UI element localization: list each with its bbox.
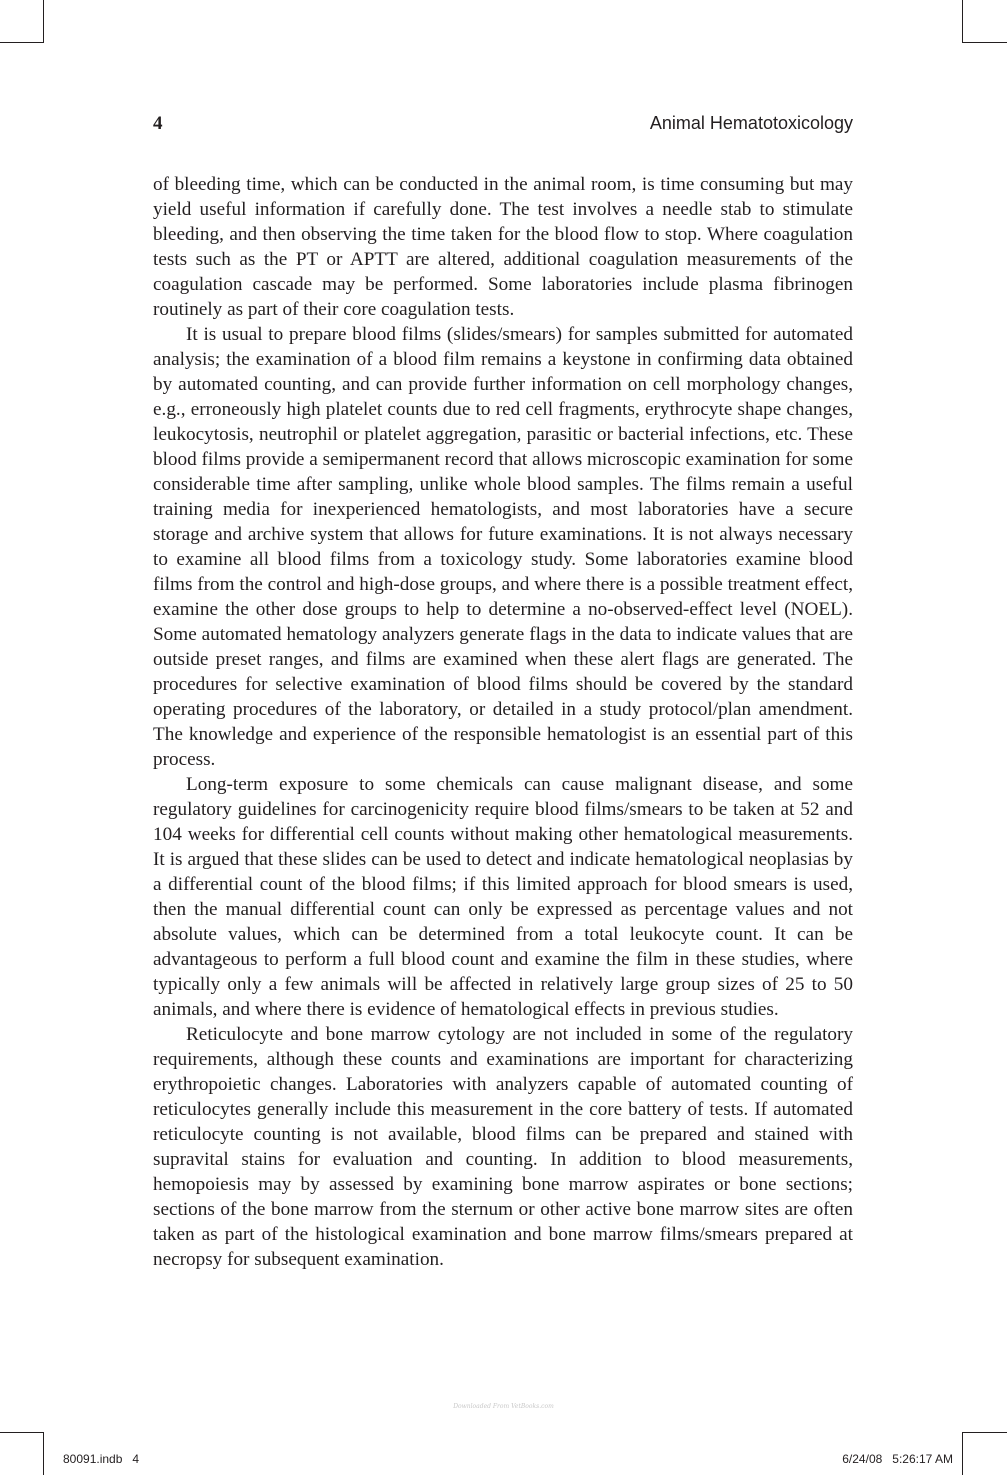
page-number: 4 (153, 113, 163, 134)
paragraph-2: It is usual to prepare blood films (slides/smears) for samples submitted for automated analysis; the examination of a blood film remains a keystone in confirming data obtained by automated counting, and can provide further information on cell morphology changes, e.g., erroneously high platelet counts due to red cell fragments, erythrocyte shape changes, leukocytosis, neutrophil or platelet aggregation, parasitic or bacterial infections, etc. These blood films provide a semipermanent record that allows microscopic examination for some considerable time after sampling, unlike whole blood samples. The films remain a useful training media for inexperienced hematologists, and most laboratories have a secure storage and archive system that allows for future examinations. It is not always necessary to examine all blood films from a toxicology study. Some laboratories examine blood films from the control and high-dose groups, and where there is a possible treatment effect, examine the other dose groups to help to determine a no-observed-effect level (NOEL). Some automated hematology analyzers generate flags in the data to indicate values that are outside preset ranges, and films are examined when these alert flags are generated. The procedures for selective examination of blood films should be covered by the standard operating procedures of the laboratory, or detailed in a study protocol/plan amendment. The knowledge and experience of the responsible hematologist is an essential part of this process. (153, 324, 853, 770)
paragraph-1: of bleeding time, which can be conducted in the animal room, is time consuming but may yield useful information if carefully done. The test involves a needle stab to stimulate bleeding, and then observing the time taken for the blood flow to stop. Where coagulation tests such as the PT or APTT are altered, additional coagulation measurements of the coagulation cascade may be performed. Some laboratories include plasma fibrinogen routinely as part of their core coagulation tests. (153, 174, 853, 320)
crop-mark (0, 1432, 43, 1433)
crop-mark (962, 1432, 963, 1475)
body-text (153, 172, 853, 1272)
paragraph-4: Reticulocyte and bone marrow cytology are not included in some of the regulatory requirements, although these counts and examinations are important for characterizing erythropoietic changes. Laboratories with analyzers capable of automated counting of reticulocytes generally include this measurement in the core battery of tests. If automated reticulocyte counting is not available, blood films can be prepared and stained with supravital stains for evaluation and counting. In addition to blood measurements, hemopoiesis may by assessed by examining bone marrow aspirates or bone sections; sections of the bone marrow from the sternum or other active bone marrow sites are often taken as part of the histological examination and bone marrow films/smears prepared at necropsy for subsequent examination. (153, 1024, 853, 1270)
crop-mark (963, 1432, 1007, 1433)
crop-mark (43, 0, 44, 43)
running-head (153, 113, 853, 139)
file-slug: 80091.indb 4 (63, 1452, 140, 1466)
crop-mark (0, 42, 43, 43)
crop-mark (963, 42, 1007, 43)
paragraph-3: Long-term exposure to some chemicals can cause malignant disease, and some regulatory guidelines for carcinogenicity require blood films/smears to be taken at 52 and 104 weeks for differential cell counts without making other hematological measurements. It is argued that these slides can be used to detect and indicate hematological neoplasias by a differential count of the blood films; if this limited approach for blood smears is used, then the manual differential count can only be expressed as percentage values and not absolute values, which can be determined from a total leukocyte count. It can be advantageous to perform a full blood count and examine the film in these studies, where typically only a few animals will be affected in relatively large group sizes of 25 to 50 animals, and where there is evidence of hematological effects in previous studies. (153, 774, 853, 1020)
date-slug: 6/24/08 5:26:17 AM (842, 1452, 953, 1466)
crop-mark (962, 0, 963, 43)
watermark: Downloaded From VetBooks.com (453, 1403, 554, 1410)
book-title: Animal Hematotoxicology (649, 113, 853, 133)
crop-mark (43, 1432, 44, 1475)
